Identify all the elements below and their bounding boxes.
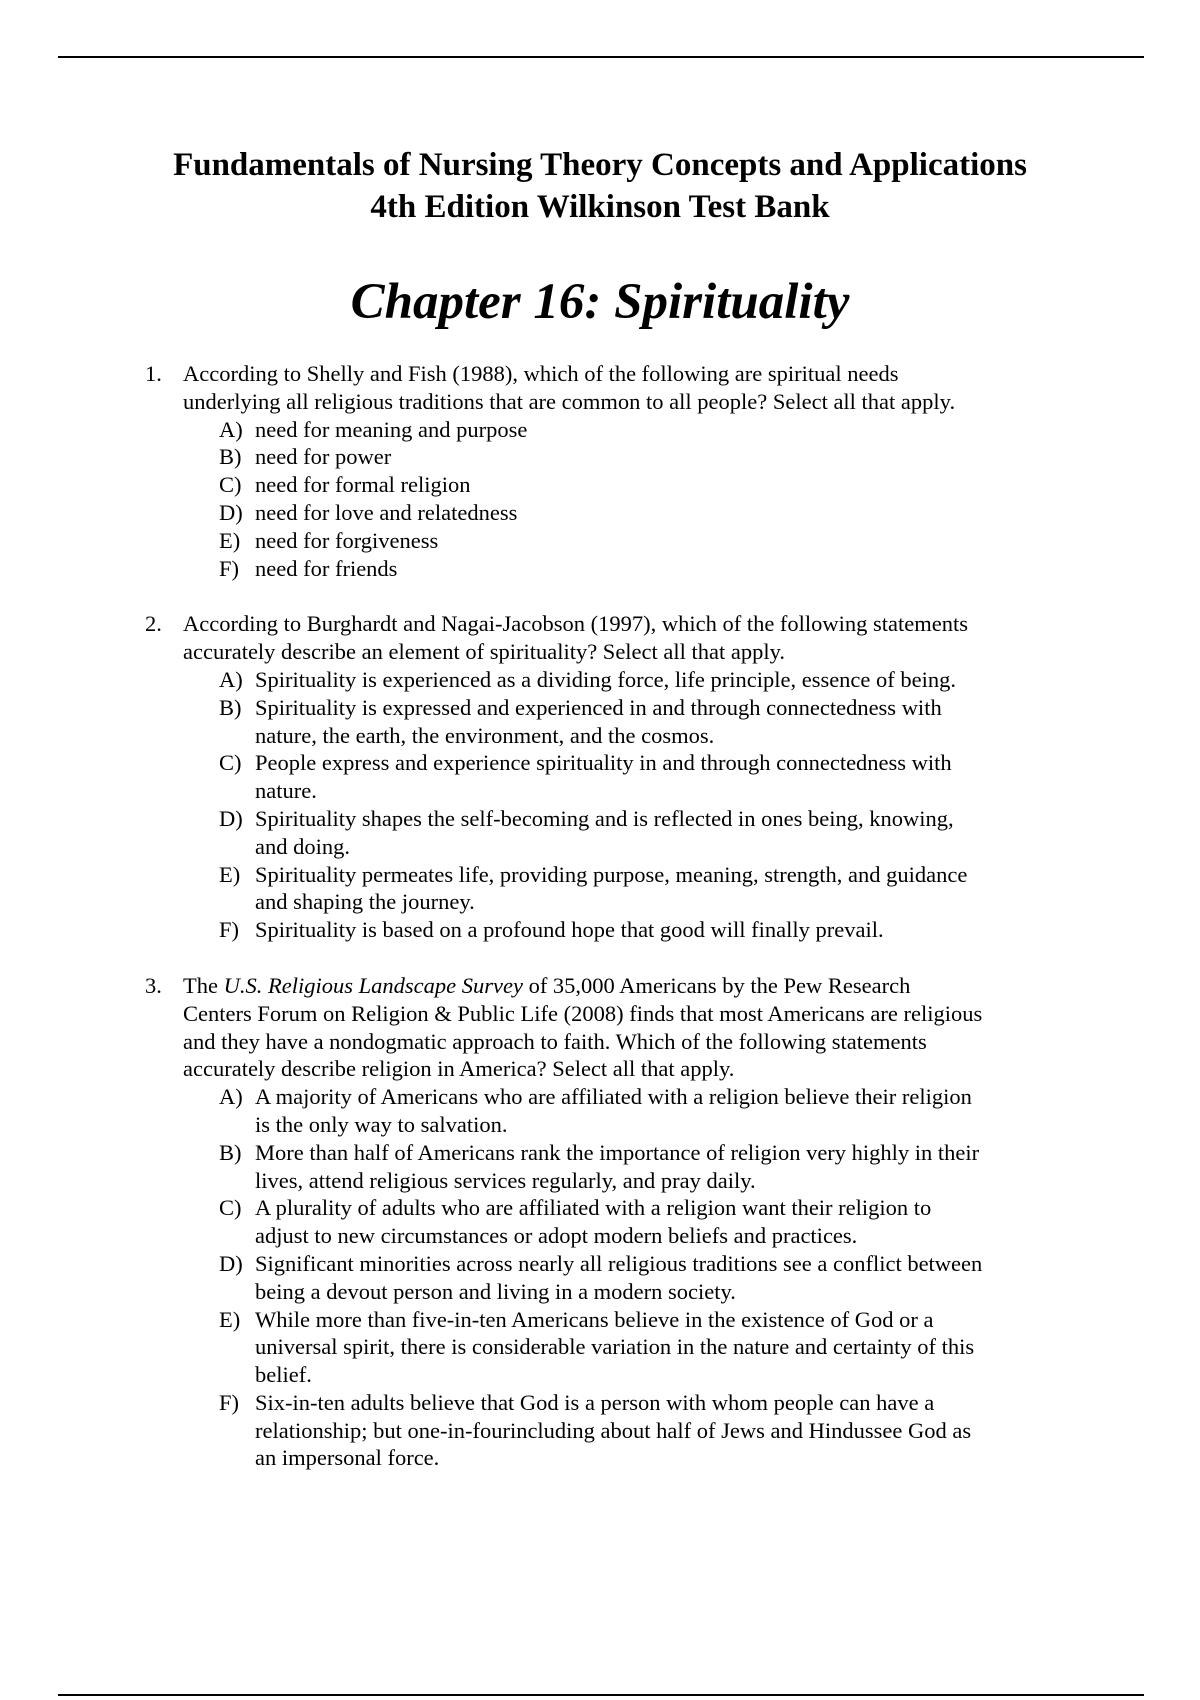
option-letter: A)	[219, 416, 243, 442]
answer-option	[183, 1250, 983, 1306]
answer-option	[183, 555, 983, 583]
option-letter: C)	[219, 472, 242, 498]
question-1	[0, 360, 983, 582]
option-letter: E)	[219, 861, 241, 887]
option-letter: D)	[219, 499, 243, 525]
answer-option	[183, 416, 983, 444]
option-text: A majority of Americans who are affiliated with a religion believe their religion is the only way to salvation.	[255, 1084, 972, 1137]
option-text: People express and experience spirituality in and through connectedness with nature.	[255, 750, 952, 804]
question-3	[0, 972, 983, 1472]
answer-option	[183, 694, 983, 750]
answer-option	[183, 527, 983, 555]
question-number: 2.	[145, 611, 162, 637]
answer-option	[183, 1389, 983, 1472]
answer-option	[183, 1139, 983, 1195]
question-number: 1.	[145, 361, 162, 386]
answer-option	[183, 1194, 983, 1250]
option-text: need for meaning and purpose	[255, 416, 528, 442]
answer-option	[183, 1306, 983, 1389]
option-letter: B)	[219, 444, 242, 470]
option-text: need for love and relatedness	[255, 499, 518, 525]
option-letter: E)	[219, 1306, 241, 1332]
answer-option	[183, 1083, 983, 1139]
question-stem: According to Shelly and Fish (1988), which of the following are spiritual needs underlying all religious traditions that are common to all people? Select all that apply.	[183, 361, 956, 414]
option-text: Spirituality is based on a profound hope that good will finally prevail.	[255, 917, 884, 943]
option-letter: B)	[219, 1139, 242, 1165]
question-stem: According to Burghardt and Nagai-Jacobson (1997), which of the following statements accurately describe an element of spirituality? Select all that apply.	[183, 611, 969, 665]
option-letter: E)	[219, 527, 241, 553]
option-letter: D)	[219, 805, 243, 831]
option-text: need for power	[255, 444, 392, 470]
answer-options	[183, 416, 983, 583]
stem-prefix: The	[183, 972, 224, 998]
option-letter: A)	[219, 666, 243, 692]
answer-option	[183, 749, 983, 805]
question-2	[0, 610, 983, 944]
option-letter: F)	[219, 1389, 240, 1415]
answer-option	[183, 471, 983, 499]
answer-option	[183, 443, 983, 471]
option-letter: D)	[219, 1250, 243, 1276]
answer-option	[183, 805, 983, 861]
answer-option	[183, 666, 983, 694]
option-text: Spirituality is experienced as a dividing force, life principle, essence of being.	[255, 666, 957, 692]
question-stem	[183, 972, 983, 1083]
answer-option	[183, 916, 983, 944]
survey-title: U.S. Religious Landscape Survey	[223, 972, 523, 998]
option-text: need for forgiveness	[255, 527, 439, 553]
option-text: Six-in-ten adults believe that God is a person with whom people can have a relationship; but one-in-fourincluding about half of Jews and Hindussee God as an impersonal force.	[255, 1389, 972, 1471]
option-text: Spirituality shapes the self-becoming and is reflected in ones being, knowing, and doing.	[255, 805, 954, 859]
chapter-title: Chapter 16: Spirituality	[350, 274, 850, 330]
answer-options	[183, 1083, 983, 1472]
option-text: Spirituality is expressed and experienced in and through connectedness with nature, the earth, the environment, and the cosmos.	[255, 694, 942, 748]
answer-option	[183, 861, 983, 917]
option-text: More than half of Americans rank the importance of religion very highly in their lives, attend religious services regularly, and pray daily.	[255, 1139, 980, 1193]
option-text: need for formal religion	[255, 472, 471, 498]
option-text: A plurality of adults who are affiliated with a religion want their religion to adjust to new circumstances or adopt modern beliefs and practices.	[255, 1195, 932, 1249]
answer-options	[183, 666, 983, 944]
option-text: need for friends	[255, 555, 398, 581]
stem-suffix: of 35,000 Americans by the Pew Research Centers Forum on Religion & Public Life (2008) finds that most Americans are religious and they have a nondogmatic approach to faith. Which of the following statements accurately describe religion in America? Select all that apply.	[183, 972, 983, 1082]
question-list	[0, 360, 1200, 1500]
option-letter: B)	[219, 694, 242, 720]
option-letter: F)	[219, 917, 240, 943]
option-letter: C)	[219, 1195, 242, 1221]
option-text: While more than five-in-ten Americans believe in the existence of God or a universal spirit, there is considerable variation in the nature and certainty of this belief.	[255, 1306, 975, 1388]
option-letter: A)	[219, 1084, 243, 1110]
top-rule	[58, 56, 1144, 58]
option-letter: F)	[219, 555, 240, 581]
option-letter: C)	[219, 750, 242, 776]
document-title: Fundamentals of Nursing Theory Concepts and Applications 4th Edition Wilkinson Test Bank	[173, 147, 1027, 225]
bottom-rule	[58, 1694, 1144, 1696]
question-number: 3.	[145, 972, 162, 998]
option-text: Spirituality permeates life, providing purpose, meaning, strength, and guidance and shaping the journey.	[255, 861, 968, 915]
option-text: Significant minorities across nearly all religious traditions see a conflict between being a devout person and living in a modern society.	[255, 1250, 983, 1304]
answer-option	[183, 499, 983, 527]
